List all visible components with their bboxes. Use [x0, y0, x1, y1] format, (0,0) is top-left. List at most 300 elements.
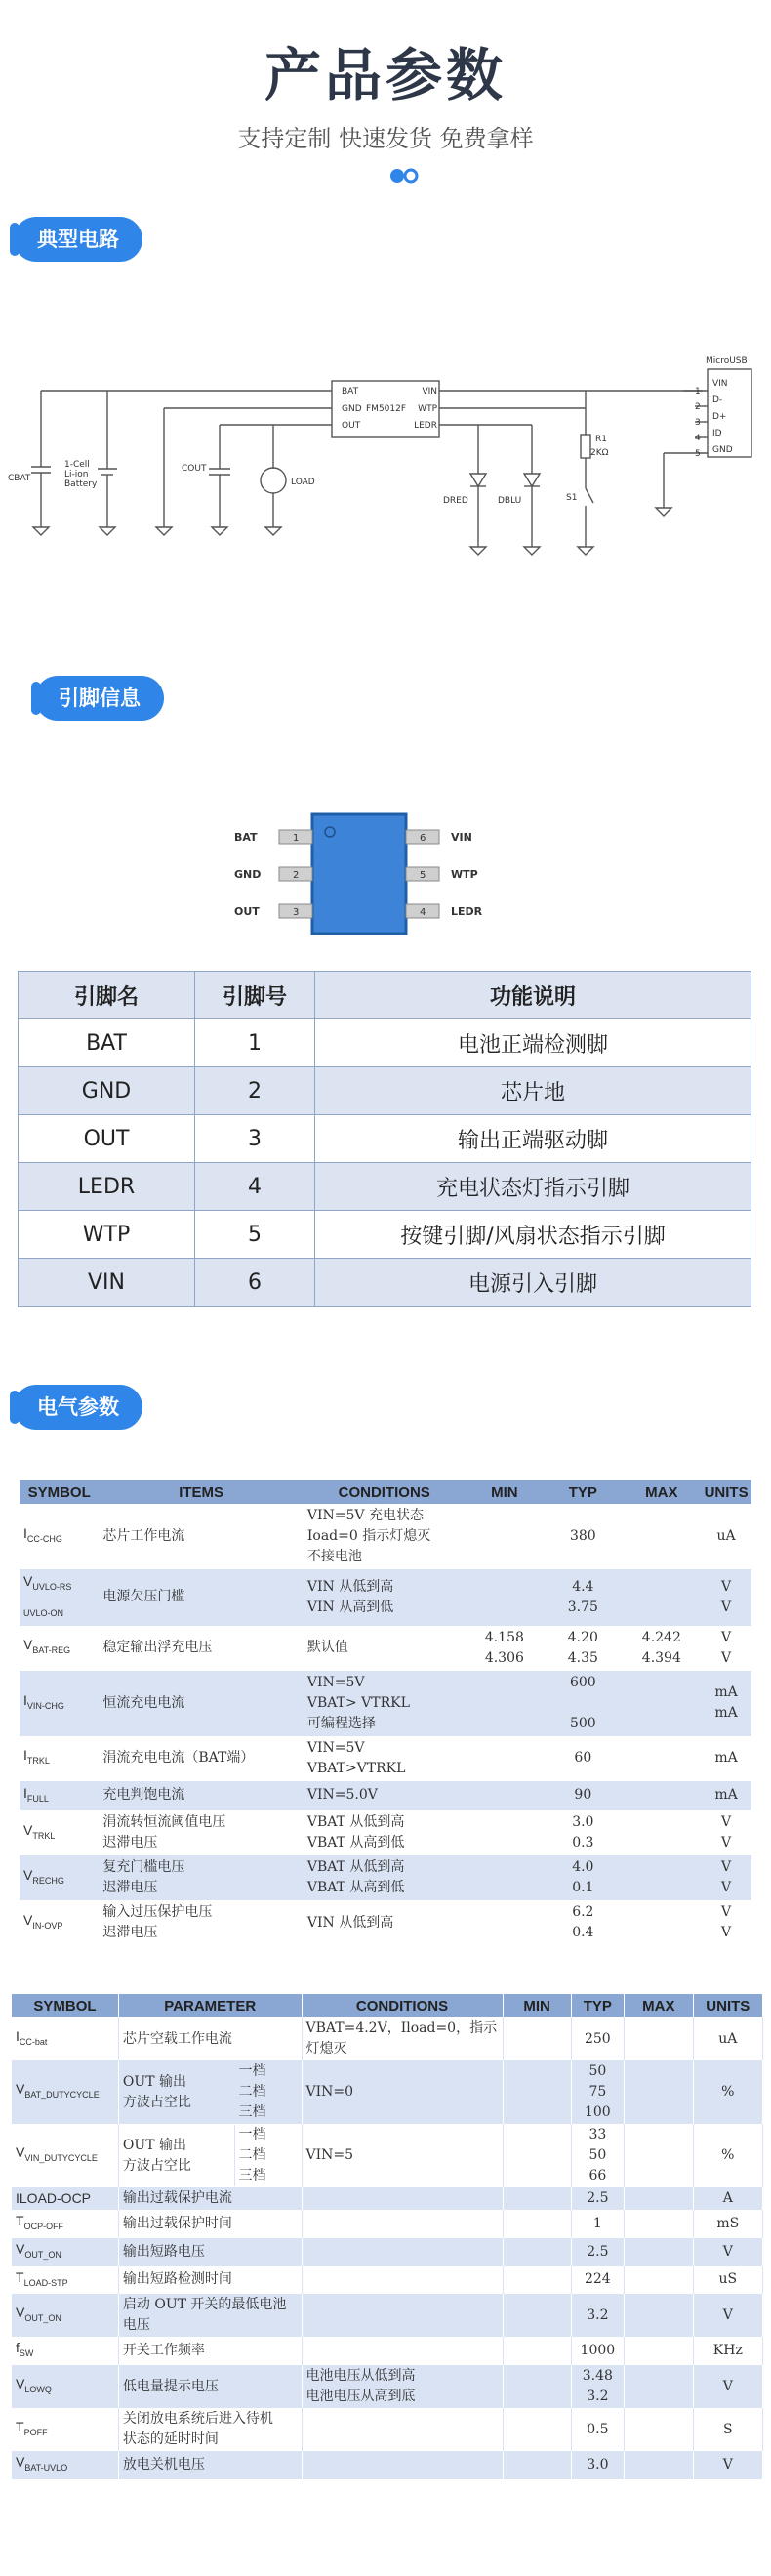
- parameter-cell: 输出短路电压: [118, 2238, 302, 2266]
- typ-cell: 3.0: [571, 2451, 624, 2479]
- symbol-main: V: [16, 2375, 25, 2391]
- section-electrical-title: 电气参数: [14, 1385, 142, 1430]
- typ-cell: 1000: [571, 2337, 624, 2365]
- symbol-sub: CC-bat: [19, 2036, 48, 2047]
- col-header: UNITS: [693, 1994, 762, 2017]
- table-row: [20, 1900, 751, 1945]
- unit-cell: mA: [701, 1781, 751, 1811]
- min-cell: [503, 2451, 571, 2479]
- conditions-cell: VIN=5V VBAT> VTRKL 可编程选择: [304, 1671, 466, 1736]
- parameter-levels: 一档 二档 三档: [234, 2125, 302, 2186]
- pin-num: 3: [293, 907, 300, 918]
- cell: 电池正端检测脚: [315, 1019, 751, 1067]
- unit-cell: %: [693, 2124, 762, 2187]
- cell: WTP: [19, 1211, 195, 1259]
- min-cell: [466, 1569, 545, 1626]
- max-cell: [625, 2124, 694, 2187]
- item-cell: 涓流充电电流（BAT端）: [99, 1736, 304, 1781]
- symbol-sub: OCP-OFF: [23, 2221, 64, 2231]
- label-dblu: DBLU: [498, 496, 522, 506]
- col-header: TYP: [571, 1994, 624, 2017]
- table-row: [20, 1781, 751, 1811]
- col-header: MIN: [503, 1994, 571, 2017]
- max-cell: [625, 2210, 694, 2238]
- usb-pin-name: D+: [712, 412, 727, 422]
- chip-pin-vin: VIN: [422, 387, 437, 396]
- min-cell: [503, 2187, 571, 2210]
- symbol-cell: [12, 2210, 118, 2238]
- pin-label-vin: VIN: [451, 831, 472, 844]
- col-header: 引脚号: [195, 972, 315, 1019]
- min-cell: [466, 1671, 545, 1736]
- cell: 1: [195, 1019, 315, 1067]
- item-cell: 输入过压保护电压 迟滞电压: [99, 1900, 304, 1945]
- typ-cell: 224: [571, 2266, 624, 2295]
- symbol-sub: BAT_DUTYCYCLE: [24, 2089, 100, 2099]
- symbol-cell: [20, 1569, 99, 1626]
- min-cell: [503, 2060, 571, 2124]
- max-cell: [625, 2408, 694, 2451]
- conditions-cell: VBAT 从低到高 VBAT 从高到低: [304, 1855, 466, 1900]
- col-header: MIN: [466, 1480, 545, 1504]
- conditions-cell: VBAT=4.2V，Iload=0，指示灯熄灭: [302, 2017, 503, 2060]
- usb-pin-num: 3: [695, 418, 701, 428]
- symbol-main: V: [23, 1821, 33, 1838]
- max-cell: [625, 2060, 694, 2124]
- symbol-main: f: [16, 2340, 20, 2356]
- typ-cell: 60: [544, 1736, 622, 1781]
- max-cell: 4.242 4.394: [623, 1626, 702, 1671]
- symbol-cell: [20, 1736, 99, 1781]
- unit-cell: mA mA: [701, 1671, 751, 1736]
- typ-cell: 380: [544, 1504, 622, 1569]
- pin-num: 5: [420, 870, 426, 881]
- table-row: [19, 1259, 751, 1307]
- table-row: [12, 2124, 763, 2187]
- symbol-sub: LOAD-STP: [23, 2277, 68, 2288]
- table-row: [20, 1626, 751, 1671]
- cell: GND: [19, 1067, 195, 1115]
- symbol-cell: [12, 2266, 118, 2295]
- symbol-cell: [12, 2238, 118, 2266]
- cell: 3: [195, 1115, 315, 1163]
- chip-pin-bat: BAT: [342, 387, 359, 396]
- symbol-sub: CC-CHG: [26, 1533, 62, 1544]
- max-cell: [623, 1671, 702, 1736]
- chip-pin-gnd: GND: [342, 404, 362, 414]
- unit-cell: V V: [701, 1569, 751, 1626]
- min-cell: [466, 1736, 545, 1781]
- chip-pinout-diagram: [224, 807, 547, 943]
- symbol-cell: [20, 1855, 99, 1900]
- parameter-cell: 低电量提示电压: [118, 2365, 302, 2408]
- symbol-cell: [12, 2408, 118, 2451]
- symbol-sub: POFF: [23, 2427, 48, 2437]
- typ-cell: 600 500: [544, 1671, 622, 1736]
- cell: OUT: [19, 1115, 195, 1163]
- symbol-sub: IN-OVP: [32, 1920, 63, 1931]
- typ-cell: 3.2: [571, 2294, 624, 2337]
- cell: 6: [195, 1259, 315, 1307]
- label-r1-value: 2KΩ: [590, 448, 609, 458]
- conditions-cell: [302, 2238, 503, 2266]
- col-header: 功能说明: [315, 972, 751, 1019]
- item-cell: 涓流转恒流阈值电压 迟滞电压: [99, 1810, 304, 1855]
- min-cell: [503, 2337, 571, 2365]
- parameter-cell: 放电关机电压: [118, 2451, 302, 2479]
- symbol-cell: [20, 1504, 99, 1569]
- col-header: 引脚名: [19, 972, 195, 1019]
- conditions-cell: VIN=5: [302, 2124, 503, 2187]
- symbol-sub: FULL: [26, 1793, 49, 1804]
- symbol-sub: TRKL: [26, 1755, 50, 1766]
- conditions-cell: VIN=5V 充电状态 Ioad=0 指示灯熄灭 不接电池: [304, 1504, 466, 1569]
- col-header: PARAMETER: [118, 1994, 302, 2017]
- table-row: [20, 1671, 751, 1736]
- symbol-sub: LOWQ: [24, 2384, 52, 2394]
- col-header: ITEMS: [99, 1480, 304, 1504]
- unit-cell: V V: [701, 1626, 751, 1671]
- min-cell: [466, 1781, 545, 1811]
- max-cell: [625, 2266, 694, 2295]
- table-row: [12, 2060, 763, 2124]
- col-header: CONDITIONS: [302, 1994, 503, 2017]
- conditions-cell: VIN 从低到高: [304, 1900, 466, 1945]
- symbol-main: T: [16, 2418, 24, 2434]
- table-row: [20, 1810, 751, 1855]
- col-header: SYMBOL: [20, 1480, 99, 1504]
- symbol-main: I: [16, 2027, 20, 2044]
- electrical-table-1: [20, 1480, 751, 1945]
- symbol-main: I: [23, 1784, 27, 1801]
- page-title: 产品参数: [264, 42, 507, 108]
- typ-cell: 4.20 4.35: [544, 1626, 622, 1671]
- chip-pin-wtp: WTP: [418, 404, 437, 414]
- max-cell: [623, 1781, 702, 1811]
- parameter-cell: [118, 2060, 302, 2124]
- cell: 充电状态灯指示引脚: [315, 1163, 751, 1211]
- parameter-text: OUT 输出 方波占空比: [122, 2137, 191, 2174]
- table-row: [12, 2017, 763, 2060]
- parameter-cell: 关闭放电系统后进入待机 状态的延时时间: [118, 2408, 302, 2451]
- pin-label-ledr: LEDR: [451, 905, 483, 918]
- min-cell: [503, 2017, 571, 2060]
- parameter-cell: 芯片空载工作电流: [118, 2017, 302, 2060]
- typ-cell: 6.2 0.4: [544, 1900, 622, 1945]
- symbol-sub: VIN-CHG: [26, 1700, 64, 1711]
- table-row: [12, 2266, 763, 2295]
- pin-table: [18, 971, 751, 1307]
- typ-cell: 50 75 100: [571, 2060, 624, 2124]
- conditions-cell: [302, 2408, 503, 2451]
- pin-label-bat: BAT: [234, 831, 258, 844]
- symbol-main: V: [23, 1637, 33, 1653]
- symbol-main: T: [16, 2268, 24, 2285]
- symbol-sub: BAT-REG: [32, 1644, 71, 1655]
- symbol-main: V: [16, 2081, 25, 2098]
- table-row: [20, 1504, 751, 1569]
- unit-cell: V V: [701, 1855, 751, 1900]
- table-row: [12, 2408, 763, 2451]
- symbol-cell: [20, 1810, 99, 1855]
- symbol-cell: [20, 1671, 99, 1736]
- symbol-cell: [20, 1900, 99, 1945]
- typ-cell: 2.5: [571, 2187, 624, 2210]
- conditions-cell: [302, 2187, 503, 2210]
- unit-cell: mS: [693, 2210, 762, 2238]
- col-header: MAX: [623, 1480, 702, 1504]
- usb-pin-num: 1: [695, 387, 701, 396]
- conditions-cell: [302, 2294, 503, 2337]
- typ-cell: 4.4 3.75: [544, 1569, 622, 1626]
- cell: 按键引脚/风扇状态指示引脚: [315, 1211, 751, 1259]
- cell: LEDR: [19, 1163, 195, 1211]
- usb-pin-num: 5: [695, 449, 701, 459]
- label-cbat: CBAT: [8, 474, 31, 483]
- label-dred: DRED: [443, 496, 468, 506]
- max-cell: [625, 2238, 694, 2266]
- unit-cell: V: [693, 2294, 762, 2337]
- section-circuit-title: 典型电路: [14, 217, 142, 262]
- unit-cell: uA: [693, 2017, 762, 2060]
- symbol-sub: BAT-UVLO: [24, 2462, 68, 2472]
- carousel-dots-icon: [388, 166, 422, 186]
- symbol-sub: RECHG: [32, 1875, 64, 1886]
- item-cell: 复充门槛电压 迟滞电压: [99, 1855, 304, 1900]
- conditions-cell: VBAT 从低到高 VBAT 从高到低: [304, 1810, 466, 1855]
- typ-cell: 4.0 0.1: [544, 1855, 622, 1900]
- max-cell: [625, 2017, 694, 2060]
- section-pins-title: 引脚信息: [35, 676, 164, 721]
- unit-cell: V: [693, 2365, 762, 2408]
- label-battery: 1-Cell Li-ion Battery: [64, 460, 98, 489]
- max-cell: [625, 2337, 694, 2365]
- col-header: SYMBOL: [12, 1994, 118, 2017]
- symbol-sub: UVLO-RS UVLO-ON: [23, 1581, 72, 1618]
- symbol-cell: [12, 2337, 118, 2365]
- cell: 5: [195, 1211, 315, 1259]
- parameter-cell: 输出过载保护时间: [118, 2210, 302, 2238]
- table-row: [20, 1855, 751, 1900]
- min-cell: [503, 2294, 571, 2337]
- typ-cell: 33 50 66: [571, 2124, 624, 2187]
- min-cell: [466, 1810, 545, 1855]
- col-header: UNITS: [701, 1480, 751, 1504]
- max-cell: [625, 2294, 694, 2337]
- conditions-cell: [302, 2266, 503, 2295]
- symbol-cell: [12, 2017, 118, 2060]
- max-cell: [625, 2365, 694, 2408]
- min-cell: [466, 1504, 545, 1569]
- table-row: [19, 1211, 751, 1259]
- unit-cell: KHz: [693, 2337, 762, 2365]
- symbol-cell: [12, 2451, 118, 2479]
- conditions-cell: VIN=5.0V: [304, 1781, 466, 1811]
- conditions-cell: VIN=0: [302, 2060, 503, 2124]
- symbol-main: V: [23, 1911, 33, 1928]
- label-load: LOAD: [291, 478, 315, 487]
- cell: BAT: [19, 1019, 195, 1067]
- pin-num: 4: [420, 907, 426, 918]
- symbol-main: I: [23, 1747, 27, 1764]
- table-row: [12, 2187, 763, 2210]
- max-cell: [623, 1569, 702, 1626]
- pin-label-out: OUT: [234, 905, 260, 918]
- chip-pin-ledr: LEDR: [414, 421, 437, 431]
- max-cell: [625, 2187, 694, 2210]
- typ-cell: 250: [571, 2017, 624, 2060]
- pin-num: 6: [420, 833, 426, 844]
- min-cell: [503, 2266, 571, 2295]
- label-s1: S1: [566, 493, 578, 503]
- table-row: [19, 1115, 751, 1163]
- symbol-main: V: [16, 2240, 25, 2257]
- symbol-sub: TRKL: [32, 1830, 56, 1841]
- symbol-main: I: [23, 1525, 27, 1542]
- symbol-main: V: [16, 2454, 25, 2471]
- conditions-cell: [302, 2210, 503, 2238]
- pin-num: 1: [293, 833, 300, 844]
- table-row: [12, 2337, 763, 2365]
- cell: 4: [195, 1163, 315, 1211]
- conditions-cell: VIN=5V VBAT>VTRKL: [304, 1736, 466, 1781]
- electrical-table-2: [12, 1994, 763, 2479]
- parameter-cell: 启动 OUT 开关的最低电池 电压: [118, 2294, 302, 2337]
- usb-pin-num: 2: [695, 402, 701, 412]
- conditions-cell: VIN 从低到高 VIN 从高到低: [304, 1569, 466, 1626]
- min-cell: [466, 1900, 545, 1945]
- unit-cell: uA: [701, 1504, 751, 1569]
- unit-cell: V V: [701, 1810, 751, 1855]
- symbol-cell: [12, 2124, 118, 2187]
- label-cout: COUT: [182, 464, 207, 474]
- symbol-main: V: [16, 2144, 25, 2161]
- min-cell: [503, 2124, 571, 2187]
- symbol-sub: SW: [19, 2348, 34, 2359]
- min-cell: [503, 2365, 571, 2408]
- conditions-cell: 默认值: [304, 1626, 466, 1671]
- min-cell: 4.158 4.306: [466, 1626, 545, 1671]
- symbol-main: V: [23, 1866, 33, 1883]
- symbol-main: V: [16, 2304, 25, 2320]
- col-header: CONDITIONS: [304, 1480, 466, 1504]
- pin-num: 2: [293, 870, 300, 881]
- table-row: [12, 2294, 763, 2337]
- usb-pin-name: D-: [712, 395, 723, 405]
- unit-cell: uS: [693, 2266, 762, 2295]
- symbol-cell: [20, 1626, 99, 1671]
- table-row: [12, 2238, 763, 2266]
- usb-pin-num: 4: [695, 434, 701, 443]
- parameter-text: OUT 输出 方波占空比: [122, 2073, 191, 2110]
- unit-cell: S: [693, 2408, 762, 2451]
- symbol-sub: OUT_ON: [24, 2312, 61, 2323]
- usb-pin-name: VIN: [712, 379, 728, 389]
- table-row: [19, 1019, 751, 1067]
- symbol-main: I: [23, 1691, 27, 1708]
- table-row: [20, 1736, 751, 1781]
- table-row: [20, 1569, 751, 1626]
- cell: 输出正端驱动脚: [315, 1115, 751, 1163]
- label-r1: R1: [595, 435, 607, 444]
- symbol-cell: [20, 1781, 99, 1811]
- unit-cell: %: [693, 2060, 762, 2124]
- max-cell: [623, 1810, 702, 1855]
- table-row: [12, 2365, 763, 2408]
- unit-cell: mA: [701, 1736, 751, 1781]
- chip-pin-out: OUT: [342, 421, 361, 431]
- conditions-cell: [302, 2451, 503, 2479]
- col-header: MAX: [625, 1994, 694, 2017]
- cell: 2: [195, 1067, 315, 1115]
- symbol-sub: VIN_DUTYCYCLE: [24, 2152, 98, 2163]
- unit-cell: V V: [701, 1900, 751, 1945]
- parameter-cell: [118, 2124, 302, 2187]
- typical-circuit-diagram: [0, 342, 771, 576]
- item-cell: 充电判饱电流: [99, 1781, 304, 1811]
- symbol-sub: OUT_ON: [24, 2249, 61, 2260]
- typ-cell: 0.5: [571, 2408, 624, 2451]
- item-cell: 恒流充电电流: [99, 1671, 304, 1736]
- cell: 电源引入引脚: [315, 1259, 751, 1307]
- conditions-cell: 电池电压从低到高 电池电压从高到底: [302, 2365, 503, 2408]
- max-cell: [625, 2451, 694, 2479]
- unit-cell: V: [693, 2451, 762, 2479]
- typ-cell: 1: [571, 2210, 624, 2238]
- max-cell: [623, 1736, 702, 1781]
- symbol-main: V: [23, 1573, 33, 1589]
- symbol-main: ILOAD-OCP: [16, 2190, 92, 2206]
- max-cell: [623, 1900, 702, 1945]
- conditions-cell: [302, 2337, 503, 2365]
- usb-title: MicroUSB: [706, 356, 748, 366]
- unit-cell: V: [693, 2238, 762, 2266]
- parameter-cell: 开关工作频率: [118, 2337, 302, 2365]
- pin-label-wtp: WTP: [451, 868, 478, 881]
- usb-pin-name: ID: [712, 429, 722, 438]
- typ-cell: 3.0 0.3: [544, 1810, 622, 1855]
- typ-cell: 3.48 3.2: [571, 2365, 624, 2408]
- min-cell: [466, 1855, 545, 1900]
- min-cell: [503, 2238, 571, 2266]
- table-row: [12, 2210, 763, 2238]
- symbol-cell: [12, 2294, 118, 2337]
- min-cell: [503, 2210, 571, 2238]
- max-cell: [623, 1855, 702, 1900]
- typ-cell: 2.5: [571, 2238, 624, 2266]
- min-cell: [503, 2408, 571, 2451]
- col-header: TYP: [544, 1480, 622, 1504]
- parameter-cell: 输出过载保护电流: [118, 2187, 302, 2210]
- parameter-cell: 输出短路检测时间: [118, 2266, 302, 2295]
- table-header-row: [19, 972, 751, 1019]
- max-cell: [623, 1504, 702, 1569]
- pin-label-gnd: GND: [234, 868, 262, 881]
- symbol-cell: [12, 2187, 118, 2210]
- cell: 芯片地: [315, 1067, 751, 1115]
- parameter-levels: 一档 二档 三档: [234, 2061, 302, 2123]
- cell: VIN: [19, 1259, 195, 1307]
- item-cell: 芯片工作电流: [99, 1504, 304, 1569]
- usb-pin-name: GND: [712, 445, 733, 455]
- table-row: [12, 2451, 763, 2479]
- symbol-main: T: [16, 2213, 24, 2228]
- table-row: [19, 1163, 751, 1211]
- item-cell: 电源欠压门槛: [99, 1569, 304, 1626]
- chip-name: FM5012F: [366, 404, 407, 414]
- unit-cell: A: [693, 2187, 762, 2210]
- page-subtitle: 支持定制 快速发货 免费拿样: [237, 125, 534, 152]
